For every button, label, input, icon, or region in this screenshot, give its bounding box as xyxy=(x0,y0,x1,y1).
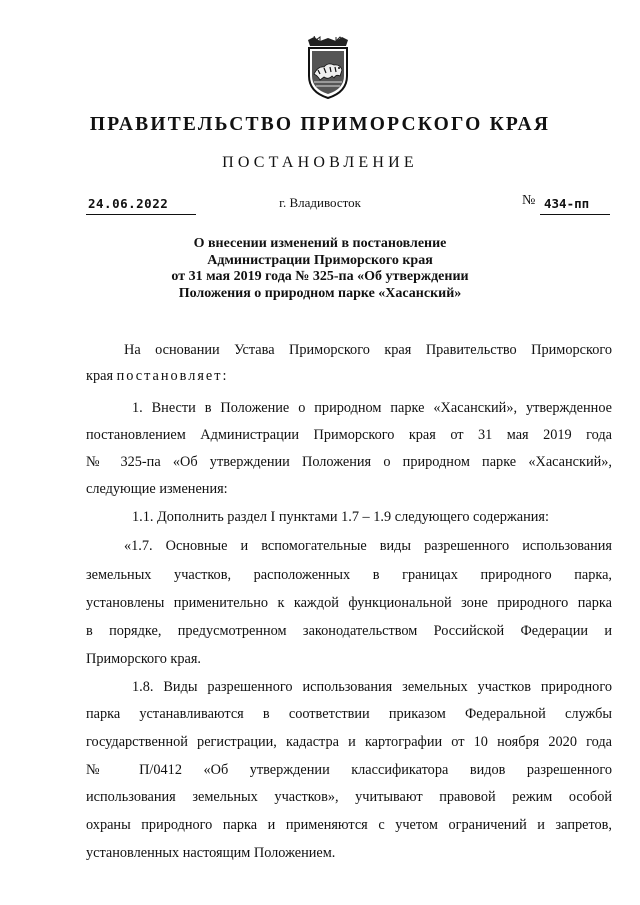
title-line: от 31 мая 2019 года № 325-па «Об утверждении xyxy=(171,269,469,284)
city-label: г. Владивосток xyxy=(279,195,361,210)
coat-of-arms-emblem xyxy=(306,36,350,100)
title-line: О внесении изменений в постановление xyxy=(193,236,447,251)
document-title xyxy=(0,236,640,302)
paragraph-line: установленных настоящим Положением. xyxy=(86,845,336,861)
paragraph-line: 1.1. Дополнить раздел I пунктами 1.7 – 1.9 следующего содержания: xyxy=(132,509,549,525)
paragraph-line: Приморского края. xyxy=(86,651,202,667)
resolves-word: постановляет: xyxy=(116,368,229,384)
paragraph-line: государственной регистрации, кадастра и картографии от 10 ноября 2020 года xyxy=(86,734,612,750)
document-type-heading: ПОСТАНОВЛЕНИЕ xyxy=(222,154,418,171)
paragraph-line: земельных участков, расположенных в границах природного парка, xyxy=(86,567,612,583)
paragraph-line: 1. Внести в Положение о природном парке «Хасанский», утвержденное xyxy=(132,400,612,416)
paragraph-line: № 325-па «Об утверждении Положения о природном парке «Хасанский», xyxy=(86,454,612,470)
paragraph-line: следующие изменения: xyxy=(86,481,228,497)
document-date: 24.06.2022 xyxy=(88,196,169,211)
paragraph-line: «1.7. Основные и вспомогательные виды разрешенного использования xyxy=(124,538,612,554)
paragraph-line: в порядке, предусмотренном законодательством Российской Федерации и xyxy=(86,623,612,639)
paragraph-line: парка устанавливаются в соответствии приказом Федеральной службы xyxy=(86,706,612,722)
document-number: 434-пп xyxy=(544,196,590,211)
government-name-heading: ПРАВИТЕЛЬСТВО ПРИМОРСКОГО КРАЯ xyxy=(89,114,551,135)
number-sign: № xyxy=(522,193,536,208)
title-line: Положения о природном парке «Хасанский» xyxy=(178,285,462,301)
paragraph-line: постановлением Администрации Приморского края от 31 мая 2019 года xyxy=(86,427,612,443)
paragraph-line xyxy=(86,366,612,386)
number-field xyxy=(540,196,610,215)
intro-text: края xyxy=(86,368,117,384)
paragraph-line: 1.8. Виды разрешенного использования земельных участков природного xyxy=(132,679,612,695)
paragraph-line: На основании Устава Приморского края Правительство Приморского xyxy=(124,342,612,358)
paragraph-line: № П/0412 «Об утверждении классификатора видов разрешенного xyxy=(86,762,612,778)
title-line: Администрации Приморского края xyxy=(207,252,433,268)
paragraph-line: использования земельных участков», учитывают правовой режим особой xyxy=(86,789,612,805)
paragraph-line: установлены применительно к каждой функциональной зоне природного парка xyxy=(86,595,612,611)
paragraph-line: охраны природного парка и применяются с учетом ограничений и запретов, xyxy=(86,817,612,833)
